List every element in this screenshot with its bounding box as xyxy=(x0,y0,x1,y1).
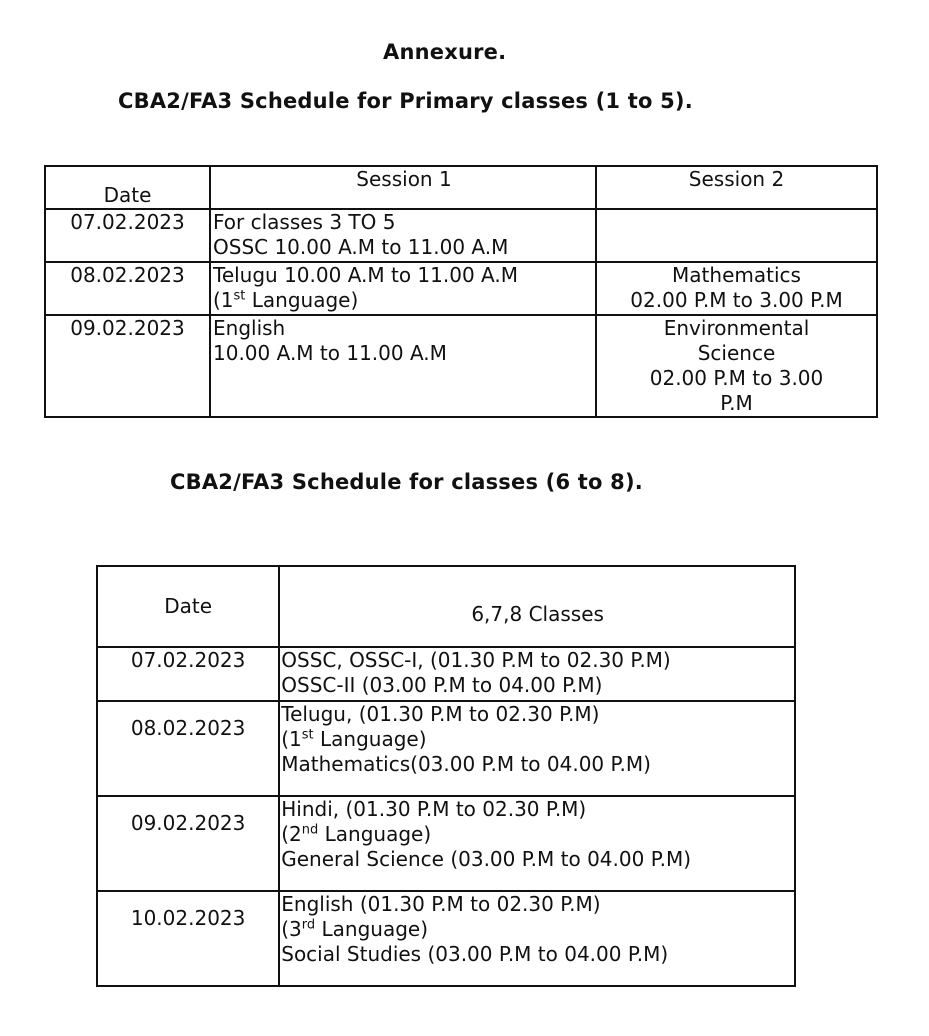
table-row xyxy=(97,701,795,796)
schedule-line: OSSC-II (03.00 P.M to 04.00 P.M) xyxy=(281,673,603,697)
middle-schedule-title: CBA2/FA3 Schedule for classes (6 to 8). xyxy=(170,470,643,494)
session2-line: 02.00 P.M to 3.00 P.M xyxy=(630,288,843,312)
classes-cell xyxy=(279,796,795,891)
table-header-row xyxy=(45,166,877,209)
date-cell: 07.02.2023 xyxy=(97,647,279,701)
date-cell: 09.02.2023 xyxy=(97,796,279,891)
session1-line: English xyxy=(213,316,286,340)
session2-line: Mathematics xyxy=(672,263,801,287)
schedule-line: General Science (03.00 P.M to 04.00 P.M) xyxy=(281,847,692,871)
table-row xyxy=(45,262,877,315)
primary-schedule-table xyxy=(44,165,878,418)
language-note: (1st Language) xyxy=(281,727,427,751)
date-cell: 07.02.2023 xyxy=(45,209,210,262)
session2-line: Environmental Science xyxy=(663,316,810,365)
date-cell: 08.02.2023 xyxy=(45,262,210,315)
date-cell: 09.02.2023 xyxy=(45,315,210,417)
session2-cell xyxy=(596,209,877,262)
date-cell: 08.02.2023 xyxy=(97,701,279,796)
language-note: (1st Language) xyxy=(213,288,359,312)
table-row xyxy=(45,315,877,417)
schedule-line: Hindi, (01.30 P.M to 02.30 P.M) xyxy=(281,797,587,821)
schedule-line: English (01.30 P.M to 02.30 P.M) xyxy=(281,892,601,916)
table-row xyxy=(45,209,877,262)
session1-line: 10.00 A.M to 11.00 A.M xyxy=(213,341,447,365)
language-note: (3rd Language) xyxy=(281,917,429,941)
classes-cell xyxy=(279,701,795,796)
session1-line: For classes 3 TO 5 xyxy=(213,210,396,234)
classes-cell xyxy=(279,891,795,986)
schedule-line: Mathematics(03.00 P.M to 04.00 P.M) xyxy=(281,752,651,776)
date-header: Date xyxy=(97,566,279,647)
session1-header: Session 1 xyxy=(210,166,596,209)
schedule-line: Social Studies (03.00 P.M to 04.00 P.M) xyxy=(281,942,669,966)
primary-schedule-title: CBA2/FA3 Schedule for Primary classes (1 to 5). xyxy=(118,89,693,113)
schedule-line: OSSC, OSSC-I, (01.30 P.M to 02.30 P.M) xyxy=(281,648,671,672)
session1-line: OSSC 10.00 A.M to 11.00 A.M xyxy=(213,235,509,259)
date-header: Date xyxy=(45,166,210,209)
date-cell: 10.02.2023 xyxy=(97,891,279,986)
table-row xyxy=(97,796,795,891)
language-note: (2nd Language) xyxy=(281,822,432,846)
table-row xyxy=(97,647,795,701)
table-row xyxy=(97,891,795,986)
session1-cell xyxy=(210,315,596,417)
session2-header: Session 2 xyxy=(596,166,877,209)
table-header-row xyxy=(97,566,795,647)
session1-line: Telugu 10.00 A.M to 11.00 A.M xyxy=(213,263,518,287)
session2-cell xyxy=(596,315,877,417)
schedule-line: Telugu, (01.30 P.M to 02.30 P.M) xyxy=(281,702,600,726)
session2-line: 02.00 P.M to 3.00 P.M xyxy=(649,366,824,415)
classes-header: 6,7,8 Classes xyxy=(279,566,795,647)
classes-cell xyxy=(279,647,795,701)
annexure-title: Annexure. xyxy=(383,40,507,64)
session1-cell xyxy=(210,209,596,262)
middle-schedule-table xyxy=(96,565,796,987)
session1-cell xyxy=(210,262,596,315)
session2-cell xyxy=(596,262,877,315)
